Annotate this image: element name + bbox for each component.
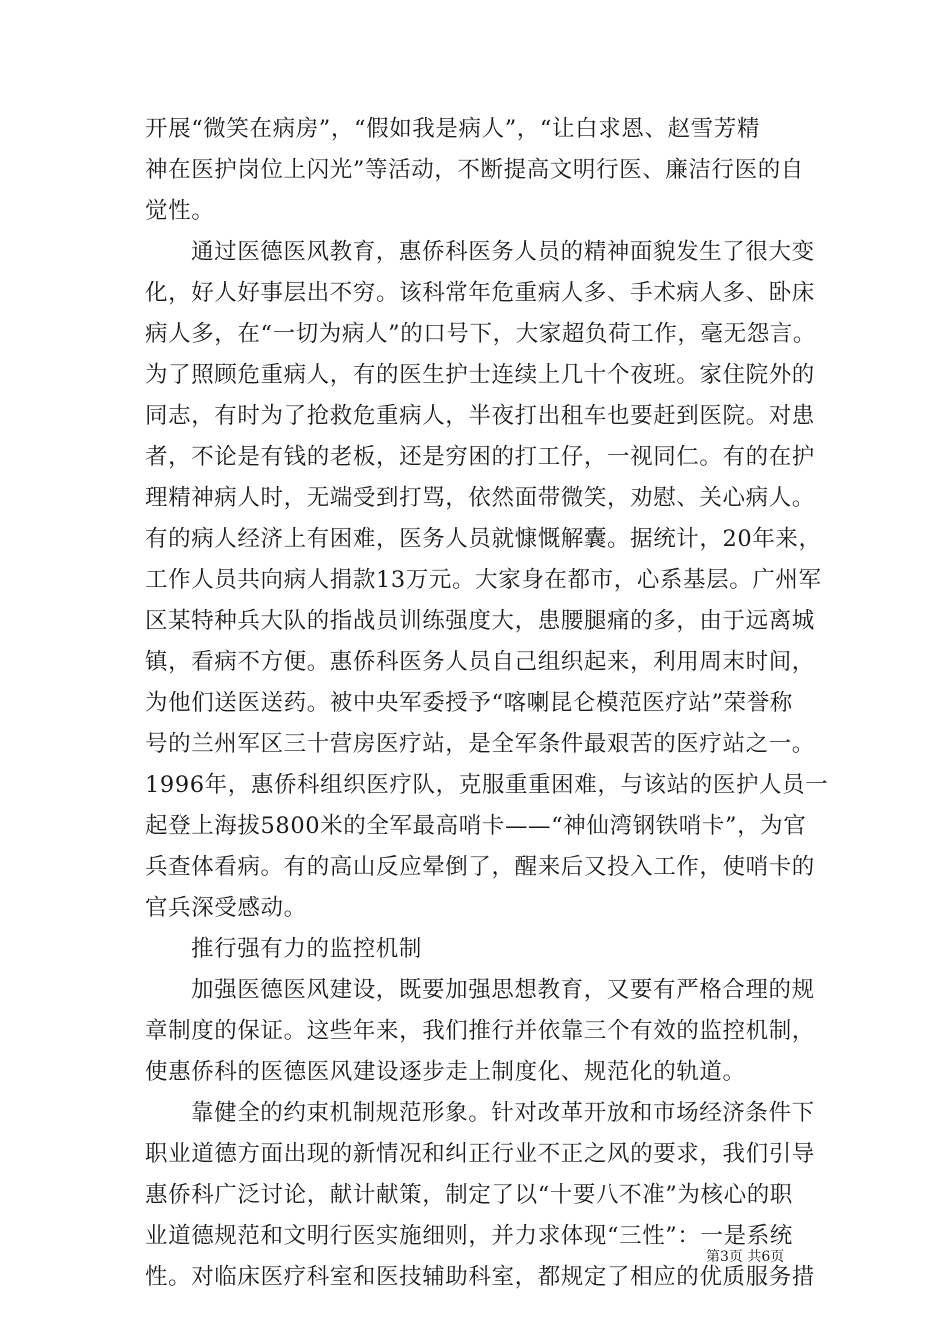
text-line: 为了照顾危重病人，有的医生护士连续上几十个夜班。家住院外的	[145, 362, 815, 388]
text-line: 化，好人好事层出不穷。该科常年危重病人多、手术病人多、卧床	[145, 280, 815, 306]
text-line: 起登上海拔5800米的全军最高哨卡——“神仙湾钢铁哨卡”，为官	[145, 813, 807, 839]
text-line: 官兵深受感动。	[145, 895, 307, 921]
text-line: 1996年，惠侨科组织医疗队，克服重重困难，与该站的医护人员一	[145, 772, 829, 798]
text-line: 病人多，在“一切为病人”的口号下，大家超负荷工作，毫无怨言。	[145, 321, 817, 347]
text-line: 者，不论是有钱的老板，还是穷困的打工仔，一视同仁。有的在护	[145, 444, 815, 470]
paragraph-start-line: 靠健全的约束机制规范形象。针对改革开放和市场经济条件下	[191, 1100, 815, 1126]
text-line: 理精神病人时，无端受到打骂，依然面带微笑，劝慰、关心病人。	[145, 485, 815, 511]
text-line: 区某特种兵大队的指战员训练强度大，患腰腿痛的多，由于远离城	[145, 608, 815, 634]
section-heading: 推行强有力的监控机制	[191, 936, 423, 962]
paragraph-start-line: 加强医德医风建设，既要加强思想教育，又要有严格合理的规	[191, 977, 815, 1003]
text-line: 有的病人经济上有困难，医务人员就慷慨解囊。据统计，20年来，	[145, 526, 822, 552]
text-line: 章制度的保证。这些年来，我们推行并依靠三个有效的监控机制，	[145, 1018, 815, 1044]
text-line: 同志，有时为了抢救危重病人，半夜打出租车也要赶到医院。对患	[145, 403, 815, 429]
text-line: 业道德规范和文明行医实施细则，并力求体现“三性”：一是系统	[145, 1223, 793, 1249]
text-line: 惠侨科广泛讨论，献计献策，制定了以“十要八不准”为核心的职	[145, 1182, 793, 1208]
text-line: 职业道德方面出现的新情况和纠正行业不正之风的要求，我们引导	[145, 1141, 815, 1167]
text-line: 镇，看病不方便。惠侨科医务人员自己组织起来，利用周末时间，	[145, 649, 815, 675]
text-line: 开展“微笑在病房”，“假如我是病人”，“让白求恩、赵雪芳精	[145, 116, 760, 142]
page-number: 第3页 共6页	[706, 1249, 785, 1265]
text-line: 使惠侨科的医德医风建设逐步走上制度化、规范化的轨道。	[145, 1059, 746, 1085]
text-line: 为他们送医送药。被中央军委授予“喀喇昆仑模范医疗站”荣誉称	[145, 690, 793, 716]
text-line: 觉性。	[145, 198, 215, 224]
text-line: 号的兰州军区三十营房医疗站，是全军条件最艰苦的医疗站之一。	[145, 731, 815, 757]
text-line: 性。对临床医疗科室和医技辅助科室，都规定了相应的优质服务措	[145, 1264, 815, 1290]
paragraph-start-line: 通过医德医风教育，惠侨科医务人员的精神面貌发生了很大变	[191, 239, 815, 265]
text-line: 工作人员共向病人捐款13万元。大家身在都市，心系基层。广州军	[145, 567, 822, 593]
text-line: 兵查体看病。有的高山反应晕倒了，醒来后又投入工作，使哨卡的	[145, 854, 815, 880]
text-line: 神在医护岗位上闪光”等活动，不断提高文明行医、廉洁行医的自	[145, 157, 804, 183]
